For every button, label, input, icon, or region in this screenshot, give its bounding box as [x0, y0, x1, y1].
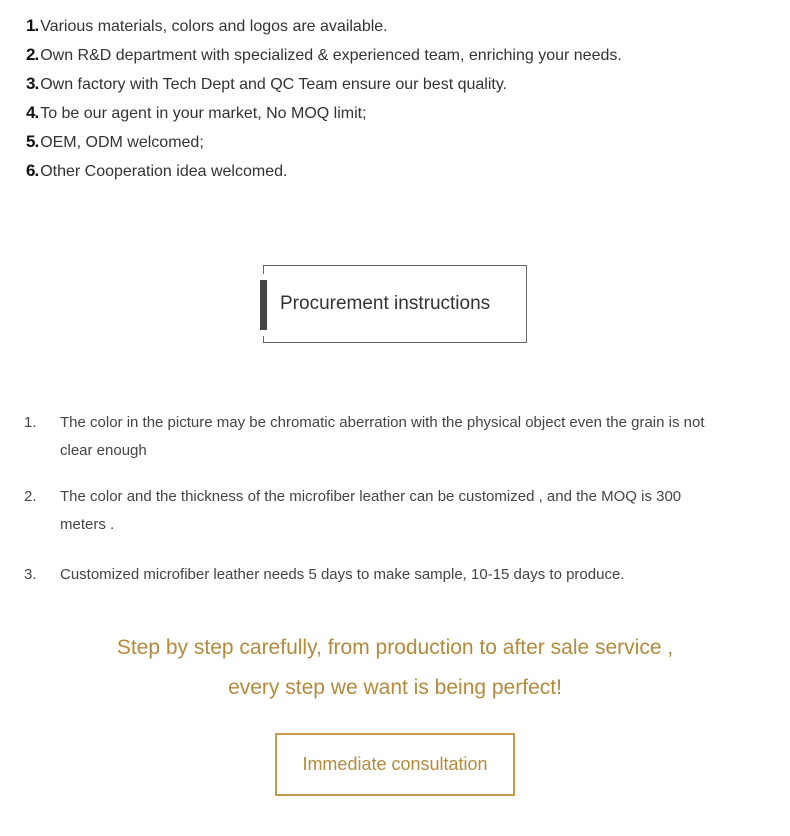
- feature-number: 1.: [26, 16, 39, 35]
- procurement-title: Procurement instructions: [280, 293, 491, 314]
- instruction-text: The color and the thickness of the microfiber leather can be customized , and the MOQ is 300 meters .: [60, 488, 682, 533]
- feature-text: Own factory with Tech Dept and QC Team ensure our best quality.: [40, 76, 508, 93]
- feature-text: Own R&D department with specialized & experienced team, enriching your needs.: [40, 47, 622, 64]
- feature-text: OEM, ODM welcomed;: [40, 134, 204, 151]
- feature-text: Various materials, colors and logos are available.: [40, 18, 388, 35]
- feature-number: 5.: [26, 132, 39, 151]
- feature-item: [26, 72, 622, 101]
- feature-number: 6.: [26, 161, 39, 180]
- feature-item: [26, 130, 622, 159]
- feature-list: [26, 14, 622, 188]
- instruction-text: The color in the picture may be chromatic aberration with the physical object even the grain is not clear enough: [60, 414, 705, 459]
- feature-number: 2.: [26, 45, 39, 64]
- feature-item: [26, 14, 622, 43]
- slogan-line-2: every step we want is being perfect!: [228, 676, 562, 699]
- immediate-consultation-button[interactable]: Immediate consultation: [275, 733, 515, 796]
- feature-number: 4.: [26, 103, 39, 122]
- instruction-item: [24, 409, 720, 465]
- feature-text: To be our agent in your market, No MOQ limit;: [40, 105, 367, 122]
- heading-accent-bar: [260, 280, 267, 330]
- procurement-heading-box: [263, 265, 527, 343]
- feature-item: [26, 159, 622, 188]
- slogan-line-1: Step by step carefully, from production to after sale service ,: [116, 636, 674, 659]
- feature-item: [26, 43, 622, 72]
- instruction-number: 2.: [24, 488, 37, 505]
- instruction-item: [24, 561, 720, 589]
- instruction-number: 1.: [24, 414, 37, 431]
- feature-number: 3.: [26, 74, 39, 93]
- feature-item: [26, 101, 622, 130]
- feature-text: Other Cooperation idea welcomed.: [40, 163, 288, 180]
- instruction-number: 3.: [24, 566, 37, 583]
- instruction-text: Customized microfiber leather needs 5 days to make sample, 10-15 days to produce.: [60, 566, 625, 583]
- instruction-item: [24, 483, 720, 539]
